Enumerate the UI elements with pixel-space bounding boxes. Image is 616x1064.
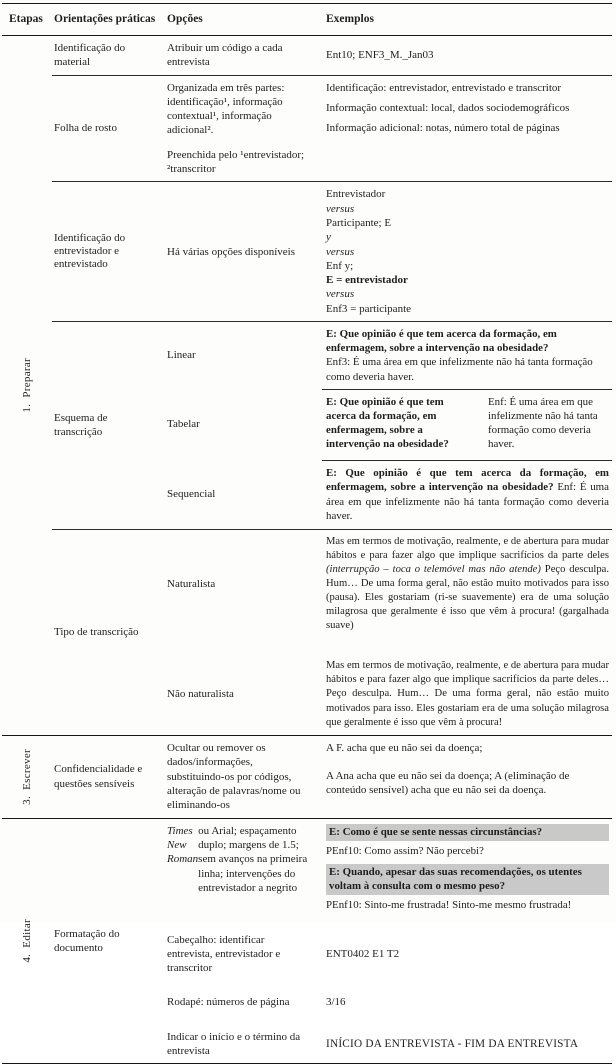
orientacao-identificacao-material: Identificação do material: [54, 42, 126, 69]
exemplo-linear: [322, 322, 612, 389]
exemplo-confidencialidade-p1: A F. acha que eu não sei da doença;: [326, 741, 483, 754]
editar-sub-rows: [164, 819, 612, 1064]
row-identificacao-entrevistador: [52, 181, 612, 321]
exemplo-resposta-2: PEnf10: Sinto-me frustrada! Sinto-me mesmo frustrada!: [326, 899, 572, 912]
exemplo-folha-l3: Informação adicional: notas, número total de páginas: [326, 122, 560, 135]
row-formatacao-documento: [52, 819, 612, 1064]
section-editar: [2, 819, 612, 1064]
opcao-varias-opcoes: Há várias opções disponíveis: [167, 245, 295, 258]
orientacao-confidencialidade: Confidencialidade e questões sensíveis: [54, 763, 143, 790]
opcao-folha-p2: Preenchida pelo ¹entrevistador; ²transcritor: [167, 148, 305, 176]
opcao-tabelar: Tabelar: [167, 418, 200, 431]
stage-cell-escrever: [2, 736, 52, 818]
opcao-atribuir-codigo: Atribuir um código a cada entrevista: [167, 42, 283, 69]
section-preparar-rows: [52, 36, 612, 735]
exemplo-linear-pergunta: E: Que opinião é que tem acerca da formação, em enfermagem, sobre a intervenção na obesidade?: [326, 328, 557, 355]
opcao-cabecalho: Cabeçalho: identificar entrevista, entrevistador e transcritor: [167, 933, 281, 975]
opcao-nao-naturalista: Não naturalista: [167, 688, 234, 701]
stage-label-escrever: 3. Escrever: [20, 748, 33, 805]
opcao-sequencial: Sequencial: [167, 488, 216, 501]
stage-cell-preparar: [2, 36, 52, 735]
orientacao-identificacao-entrevistador: Identificação do entrevistador e entrevistado: [54, 231, 126, 271]
row-folha-de-rosto: [52, 75, 612, 182]
opcao-rodape: Rodapé: números de página: [167, 996, 290, 1009]
opcao-fonte-formatacao: Times New Roman ou Arial; espaçamento duplo; margens de 1.5; sem avanços na primeira linha; intervenções do entrevistador a negrito: [167, 824, 308, 894]
section-escrever-rows: [52, 736, 612, 818]
column-header-exemplos: Exemplos: [326, 13, 374, 26]
exemplo-tabelar-colunas: [326, 395, 609, 452]
exemplo-pergunta-destacada-2: E: Quando, apesar das suas recomendações, os utentes voltam à consulta com o mesmo peso?: [326, 864, 609, 895]
sub-row-inicio-termino: [164, 1025, 612, 1064]
row-esquema-transcricao: [52, 321, 612, 529]
exemplo-rodape: 3/16: [326, 996, 346, 1009]
tipo-sub-rows: [164, 530, 612, 735]
esquema-sub-rows: [164, 322, 612, 529]
exemplo-tabelar-pergunta: E: Que opinião é que tem acerca da formação, em enfermagem, sobre a intervenção na obesidade?: [326, 395, 449, 451]
section-editar-rows: [52, 819, 612, 1064]
sub-row-nao-naturalista: [164, 654, 612, 734]
opcao-ocultar-remover: Ocultar ou remover os dados/informações, substituindo-os por códigos, alteração de palavras/nome ou eliminando-os: [167, 741, 301, 812]
orientacao-esquema-transcricao: Esquema de transcrição: [54, 412, 108, 439]
exemplo-tabelar-resposta: Enf: É uma área em que infelizmente não há tanta formação como deveria haver.: [488, 395, 598, 451]
opcao-naturalista: Naturalista: [167, 577, 216, 590]
sub-row-cabecalho: [164, 928, 612, 981]
exemplo-inicio-fim: INÍCIO DA ENTREVISTA - FIM DA ENTREVISTA: [326, 1037, 579, 1050]
transcription-guidelines-table: [2, 3, 612, 1064]
exemplo-confidencialidade: [322, 736, 612, 818]
sub-row-rodape: [164, 990, 612, 1014]
section-preparar: [2, 36, 612, 735]
sub-row-sequencial: [164, 460, 612, 529]
exemplo-folha-l1: Identificação: entrevistador, entrevistado e transcritor: [326, 81, 562, 94]
stage-label-editar: 4. Editar: [20, 919, 33, 963]
row-tipo-transcricao: [52, 529, 612, 735]
table-header-row: [2, 4, 612, 35]
column-header-orientacoes: Orientações práticas: [54, 12, 156, 25]
exemplo-folha-de-rosto: [322, 76, 612, 182]
orientacao-formatacao: Formatação do documento: [54, 927, 120, 954]
column-header-opcoes: Opções: [167, 13, 203, 26]
exemplo-tabelar: [322, 389, 612, 460]
row-confidencialidade: [52, 736, 612, 818]
sub-row-naturalista: [164, 530, 612, 639]
sub-row-tabelar: [164, 389, 612, 460]
exemplo-codigos: Ent10; ENF3_M._Jan03: [326, 49, 434, 62]
sub-row-linear: [164, 322, 612, 389]
exemplo-resposta-1: PEnf10: Como assim? Não percebi?: [326, 844, 484, 857]
exemplo-pergunta-destacada-1: E: Como é que se sente nessas circunstâncias?: [326, 824, 609, 841]
orientacao-tipo-transcricao: Tipo de transcrição: [54, 626, 139, 639]
opcao-folha-de-rosto: [164, 76, 322, 182]
opcao-folha-p1: Organizada em três partes: identificação¹, informação contextual¹, informação adicional².: [167, 81, 285, 137]
exemplo-sequencial: E: Que opinião é que tem acerca da formação, em enfermagem, sobre a intervenção na obesidade? Enf: É uma área em que infelizmente não há tanta formação como deveria haver.: [322, 460, 612, 529]
exemplo-naturalista: Mas em termos de motivação, realmente, e de abertura para mudar hábitos e para fazer algo que implique sacrifícios da parte deles (interrupção – toca o telemóvel mas não atende) Peço desculpa. Hum… De uma forma geral, não estão muito motivados para isso (pausa). Eles gostariam (ri-se suavemente) era de uma solução milagrosa que geralmente é isso que vêm à procura! (gargalhada suave): [326, 535, 610, 632]
exemplo-dialogo-formatado: [322, 819, 612, 918]
stage-label-preparar: 1. Preparar: [20, 358, 33, 413]
row-identificacao-material: [52, 36, 612, 75]
exemplo-confidencialidade-p2: A Ana acha que eu não sei da doença; A (eliminação de conteúdo sensível) acha que eu não sei da doença.: [326, 769, 570, 797]
exemplo-cabecalho: ENT0402 E1 T2: [326, 947, 400, 960]
section-escrever: [2, 736, 612, 818]
sub-row-formatacao-fonte: [164, 819, 612, 918]
exemplo-folha-l2: Informação contextual: local, dados sociodemográficos: [326, 101, 570, 114]
exemplo-nao-naturalista: Mas em termos de motivação, realmente, e de abertura para mudar hábitos e para fazer algo que implique sacrifícios da parte deles… Peço desculpa. Hum… De uma forma geral, não estão muito motivados para isso. Eles gostariam era de uma solução milagrosa que geralmente é isso que vêm à procura!: [326, 660, 609, 728]
exemplo-versus: Entrevistador versus Participante; E y versus Enf y; E = entrevistador versus Enf3 = participante: [326, 188, 412, 315]
opcao-inicio-termino: Indicar o início e o término da entrevista: [167, 1030, 301, 1058]
stage-cell-editar: [2, 819, 52, 1064]
column-header-etapas: Etapas: [9, 13, 43, 26]
exemplo-linear-resposta: Enf3: É uma área em que infelizmente não há tanta formação como deveria haver.: [326, 356, 593, 383]
opcao-linear: Linear: [167, 349, 196, 362]
orientacao-folha-de-rosto: Folha de rosto: [54, 122, 117, 135]
